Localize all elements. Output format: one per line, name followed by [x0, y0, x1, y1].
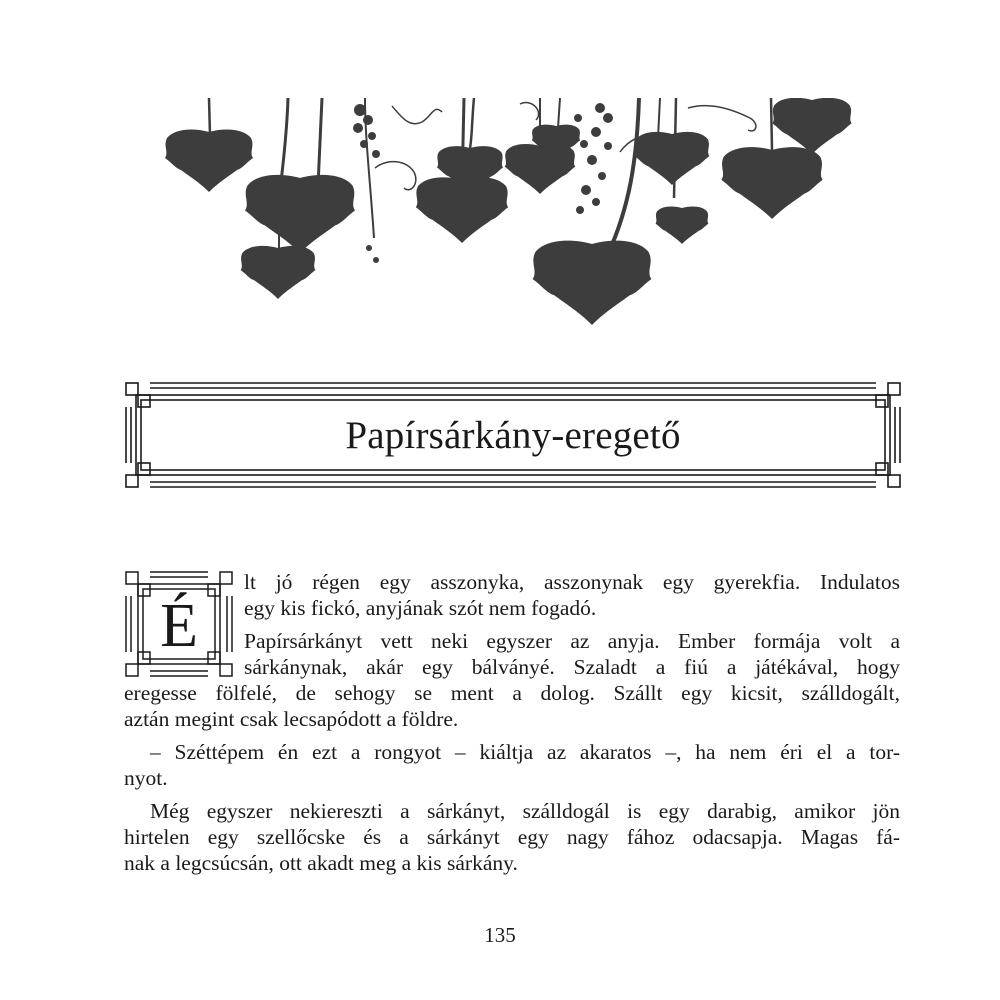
chapter-title: Papírsárkány-eregető: [345, 413, 681, 457]
body-line: Papírsárkányt vett neki egyszer az anyja. Ember formája volt a: [244, 629, 900, 653]
body-line: Még egyszer nekiereszti a sárkányt, szálldogál is egy darabig, amikor jön: [150, 799, 900, 823]
body-line: lt jó régen egy asszonyka, asszonynak egy gyerekfia. Indulatos: [244, 570, 900, 594]
hanging-leaves-illustration: [160, 98, 860, 330]
chapter-title-frame: [124, 381, 902, 489]
body-line: sárkánynak, akár egy bálványé. Szaladt a fiú a játékával, hogy: [244, 655, 900, 679]
drop-cap: [124, 570, 234, 678]
body-line: nyot.: [124, 766, 168, 790]
body-line: nak a legcsúcsán, ott akadt meg a kis sárkány.: [124, 851, 518, 875]
body-line: egy kis fickó, anyjának szót nem fogadó.: [244, 596, 597, 620]
body-line: aztán megint csak lecsapódott a földre.: [124, 707, 459, 731]
drop-cap-letter: É: [160, 591, 198, 660]
body-line: – Széttépem én ezt a rongyot – kiáltja az akaratos –, ha nem éri el a tor-: [150, 740, 900, 764]
page-number: 135: [484, 923, 516, 947]
body-line: hirtelen egy szellőcske és a sárkányt egy nagy fához odacsapja. Magas fá-: [124, 825, 900, 849]
body-line: eregesse fölfelé, de sehogy se ment a dolog. Szállt egy kicsit, szálldogált,: [124, 681, 900, 705]
